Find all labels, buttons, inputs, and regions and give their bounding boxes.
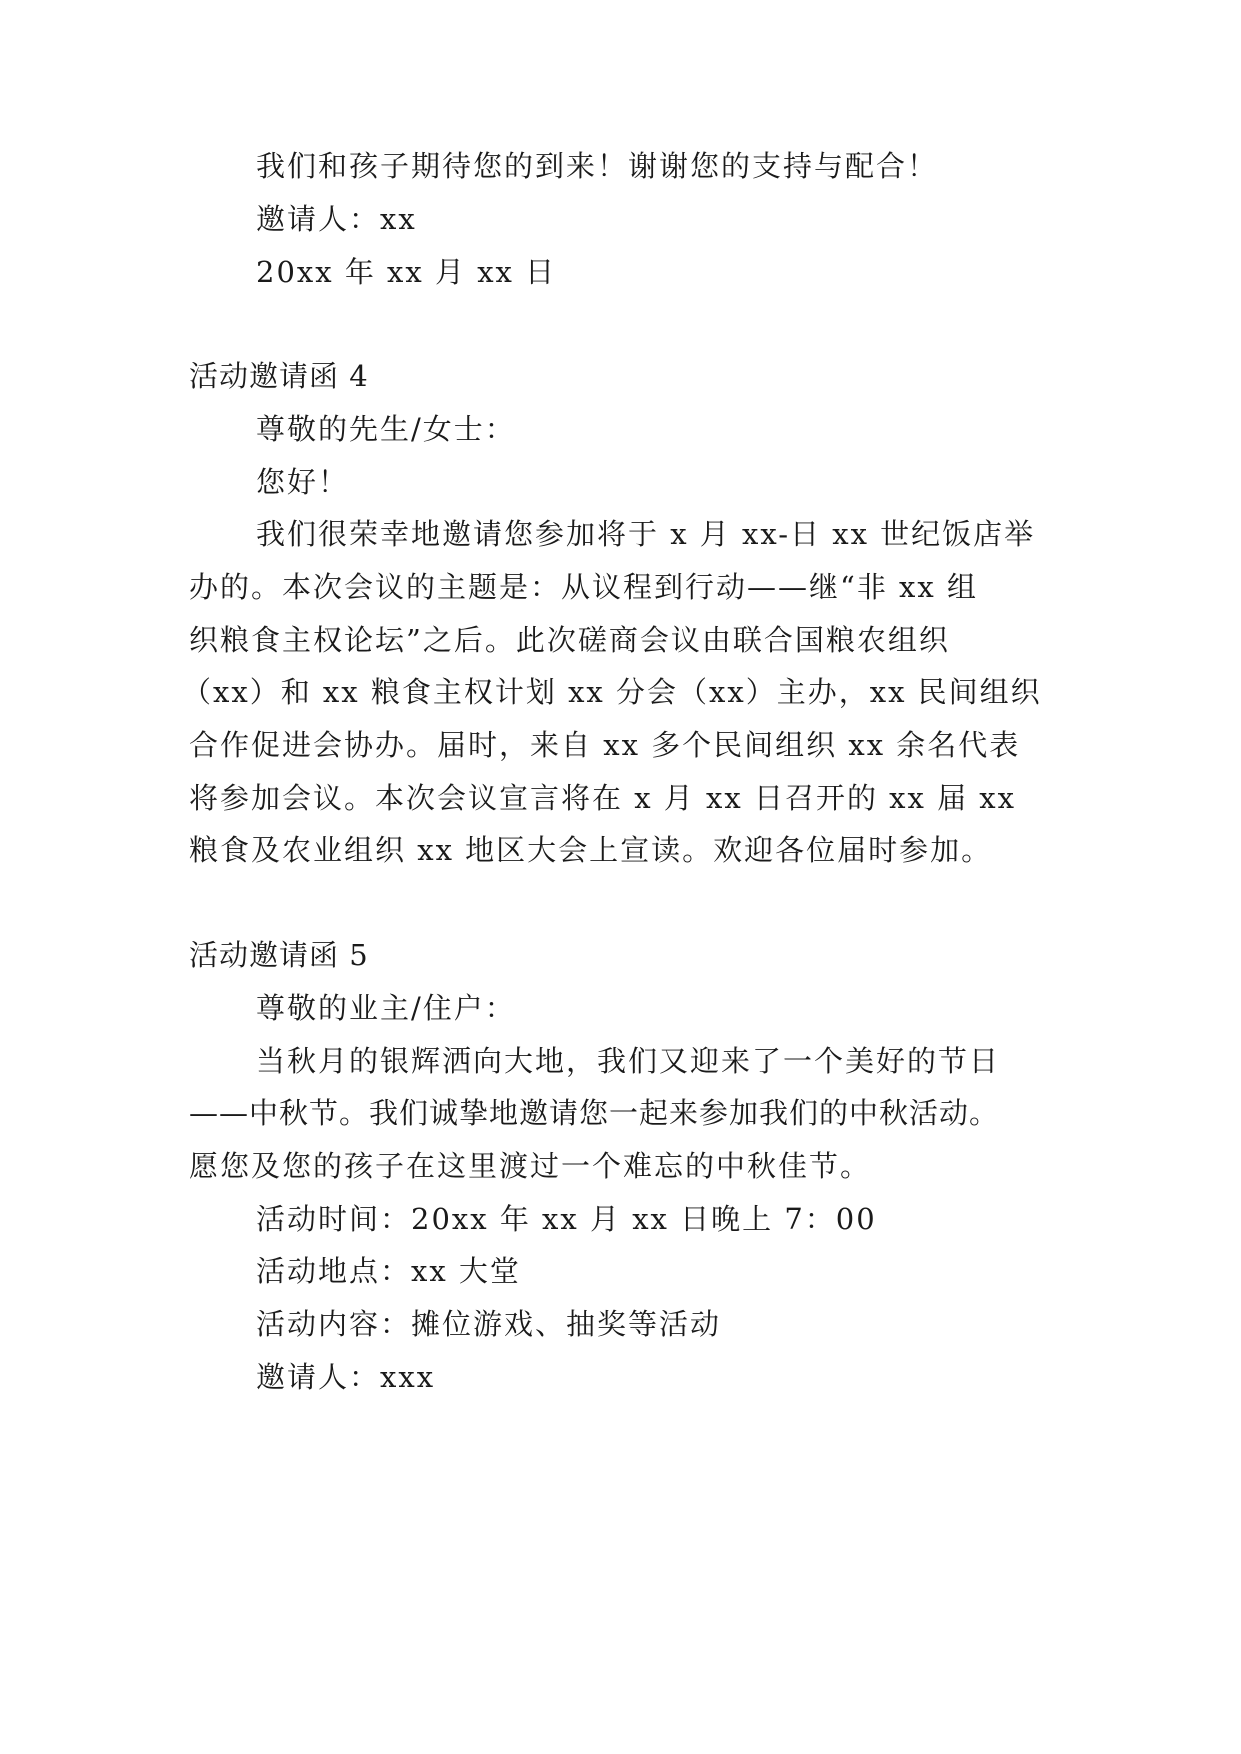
letter4-body-line: 粮食及农业组织 xx 地区大会上宣读。欢迎各位届时参加。 [189, 833, 993, 867]
letter4-body-line: 办的。本次会议的主题是：从议程到行动——继“非 xx 组 [189, 570, 978, 604]
letter4-body-line: （xx）和 xx 粮食主权计划 xx 分会（xx）主办，xx 民间组织 [182, 675, 1042, 709]
letter5-title: 活动邀请函 5 [189, 938, 369, 972]
letter5-body-line: 当秋月的银辉洒向大地，我们又迎来了一个美好的节日 [256, 1044, 1001, 1078]
letter5-salutation: 尊敬的业主/住户： [256, 991, 516, 1025]
letter4-body-line: 织粮食主权论坛”之后。此次磋商会议由联合国粮农组织 [189, 623, 950, 657]
letter5-content: 活动内容：摊位游戏、抽奖等活动 [256, 1307, 722, 1341]
letter4-greeting: 您好！ [256, 465, 350, 499]
letter5-inviter: 邀请人：xxx [256, 1360, 436, 1394]
letter5-place: 活动地点：xx 大堂 [256, 1254, 521, 1288]
letter5-body-line: 愿您及您的孩子在这里渡过一个难忘的中秋佳节。 [189, 1149, 872, 1183]
letter4-title: 活动邀请函 4 [189, 359, 369, 393]
letter4-body-line: 将参加会议。本次会议宣言将在 x 月 xx 日召开的 xx 届 xx [189, 781, 1017, 815]
prev-letter-date: 20xx 年 xx 月 xx 日 [256, 255, 557, 289]
letter5-body-line: ——中秋节。我们诚挚地邀请您一起来参加我们的中秋活动。 [189, 1096, 1000, 1130]
letter4-salutation: 尊敬的先生/女士： [256, 412, 516, 446]
letter5-time: 活动时间：20xx 年 xx 月 xx 日晚上 7：00 [256, 1202, 877, 1236]
prev-letter-closing: 我们和孩子期待您的到来！谢谢您的支持与配合！ [256, 149, 939, 183]
prev-letter-inviter: 邀请人：xx [256, 202, 417, 236]
letter4-body-line: 合作促进会协办。届时，来自 xx 多个民间组织 xx 余名代表 [189, 728, 1021, 762]
letter4-body-line: 我们很荣幸地邀请您参加将于 x 月 xx-日 xx 世纪饭店举 [256, 517, 1036, 551]
